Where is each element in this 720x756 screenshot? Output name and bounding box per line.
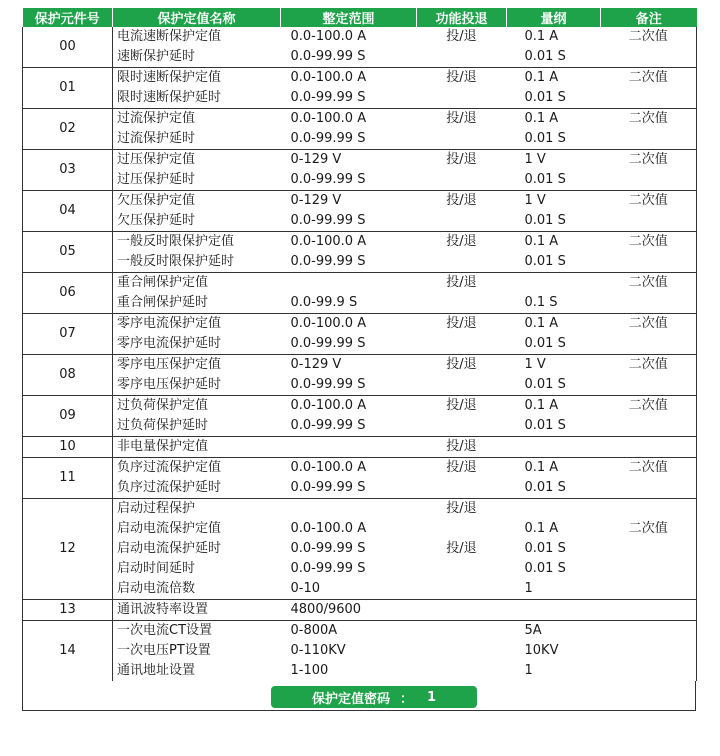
unit-cell: 1 V <box>507 355 601 376</box>
setting-range-cell: 0.0-100.0 A <box>290 29 367 44</box>
header-setting-range: 整定范围 <box>281 8 417 27</box>
setting-range-cell: 0.0-99.99 S <box>290 418 366 433</box>
table-row <box>23 47 697 68</box>
function-switch-cell <box>417 170 507 191</box>
setting-name-cell: 一次电压PT设置 <box>117 643 211 658</box>
function-switch-cell <box>417 375 507 396</box>
table-row <box>23 170 697 191</box>
setting-name-cell: 速断保护延时 <box>117 49 196 64</box>
header-function-switch: 功能投退 <box>417 8 507 27</box>
table-row <box>23 499 697 520</box>
setting-name-cell: 欠压保护延时 <box>117 213 196 228</box>
element-number-cell: 06 <box>23 273 113 314</box>
setting-range-cell: 4800/9600 <box>281 600 417 621</box>
setting-name-cell: 过负荷保护定值 <box>113 396 281 417</box>
unit-cell: 0.1 A <box>507 232 601 253</box>
remark-cell <box>601 334 697 355</box>
remark-cell: 二次值 <box>601 232 697 253</box>
remark-cell <box>601 621 697 642</box>
function-switch-cell <box>417 47 507 68</box>
function-switch-cell <box>417 88 507 109</box>
unit-cell: 0.1 A <box>507 109 601 130</box>
unit-cell: 0.01 S <box>524 90 566 105</box>
table-row <box>23 437 697 458</box>
setting-range-cell: 0-10 <box>290 581 321 596</box>
function-switch-cell: 投/退 <box>417 232 507 253</box>
table-row <box>23 129 697 150</box>
remark-cell <box>601 47 697 68</box>
unit-cell: 0.01 S <box>524 49 566 64</box>
table-row <box>23 211 697 232</box>
function-switch-cell <box>417 559 507 579</box>
remark-cell <box>601 293 697 314</box>
setting-range-cell: 0.0-99.99 S <box>290 131 366 146</box>
unit-cell <box>507 499 601 520</box>
setting-name-cell: 通讯波特率设置 <box>113 600 281 621</box>
unit-cell: 0.1 S <box>524 295 558 310</box>
setting-range-cell: 0-110KV <box>290 643 346 658</box>
remark-cell <box>601 641 697 661</box>
setting-range-cell: 0-129 V <box>281 150 417 171</box>
setting-name-cell: 零序电流保护定值 <box>113 314 281 335</box>
unit-cell: 1 <box>524 663 533 678</box>
unit-cell <box>507 273 601 294</box>
remark-cell <box>601 211 697 232</box>
setting-range-cell: 0-129 V <box>281 355 417 376</box>
setting-name-cell: 通讯地址设置 <box>117 663 196 678</box>
table-row <box>23 600 697 621</box>
function-switch-cell: 投/退 <box>417 314 507 335</box>
setting-range-cell: 0.0-100.0 A <box>281 109 417 130</box>
setting-range-cell: 0.0-100.0 A <box>281 232 417 253</box>
password-separator: ： <box>399 691 413 707</box>
function-switch-cell: 投/退 <box>446 29 477 44</box>
setting-range-cell: 0.0-99.99 S <box>290 541 366 556</box>
remark-cell <box>601 129 697 150</box>
password-value: 1 <box>426 689 437 705</box>
setting-name-cell: 一般反时限保护延时 <box>117 254 235 269</box>
element-number-cell: 02 <box>23 109 113 150</box>
unit-cell: 0.01 S <box>524 336 566 351</box>
setting-name-cell: 重合闸保护延时 <box>117 295 209 310</box>
element-number-cell: 14 <box>23 621 113 682</box>
function-switch-cell <box>417 252 507 273</box>
setting-name-cell: 限时速断保护定值 <box>113 68 281 89</box>
table-footer <box>22 681 696 711</box>
setting-range-cell: 0.0-100.0 A <box>281 396 417 417</box>
table-row <box>23 314 697 335</box>
table-header-row <box>23 8 697 27</box>
unit-cell: 0.01 S <box>524 377 566 392</box>
unit-cell: 0.1 A <box>507 396 601 417</box>
remark-cell: 二次值 <box>601 68 697 89</box>
table-row <box>23 252 697 273</box>
element-number-cell: 00 <box>23 27 113 68</box>
unit-cell: 1 V <box>507 191 601 212</box>
setting-name-cell: 启动电流保护定值 <box>117 521 222 536</box>
function-switch-cell <box>417 519 507 539</box>
remark-cell <box>601 375 697 396</box>
element-number-cell: 08 <box>23 355 113 396</box>
remark-cell: 二次值 <box>628 521 668 536</box>
setting-range-cell: 0.0-99.99 S <box>290 377 366 392</box>
function-switch-cell <box>417 334 507 355</box>
table-row <box>23 661 697 681</box>
table-row <box>23 621 697 642</box>
table-row <box>23 232 697 253</box>
setting-name-cell: 过负荷保护延时 <box>117 418 209 433</box>
remark-cell <box>601 437 697 458</box>
element-number-cell: 04 <box>23 191 113 232</box>
function-switch-cell: 投/退 <box>417 273 507 294</box>
element-number-cell: 10 <box>23 437 113 458</box>
setting-range-cell: 0.0-100.0 A <box>281 458 417 479</box>
setting-name-cell: 过压保护延时 <box>117 172 196 187</box>
table-row <box>23 27 697 47</box>
remark-cell: 二次值 <box>601 396 697 417</box>
setting-range-cell: 0.0-99.99 S <box>290 90 366 105</box>
table-row <box>23 68 697 89</box>
remark-cell <box>601 88 697 109</box>
table-row <box>23 519 697 539</box>
function-switch-cell <box>417 641 507 661</box>
remark-cell <box>601 478 697 499</box>
setting-range-cell: 0.0-100.0 A <box>290 521 367 536</box>
table-row <box>23 109 697 130</box>
table-row <box>23 273 697 294</box>
remark-cell: 二次值 <box>601 458 697 479</box>
element-number-cell: 07 <box>23 314 113 355</box>
setting-range-cell: 0.0-99.99 S <box>290 172 366 187</box>
unit-cell: 0.1 A <box>524 521 559 536</box>
remark-cell: 二次值 <box>601 314 697 335</box>
unit-cell: 0.1 A <box>524 29 559 44</box>
table-row <box>23 191 697 212</box>
unit-cell: 5A <box>507 621 601 642</box>
function-switch-cell <box>417 579 507 600</box>
setting-name-cell: 电流速断保护定值 <box>117 29 222 44</box>
unit-cell: 1 <box>524 581 533 596</box>
function-switch-cell <box>417 211 507 232</box>
setting-range-cell: 0-129 V <box>281 191 417 212</box>
setting-range-cell <box>281 437 417 458</box>
setting-range-cell: 0.0-99.9 S <box>290 295 358 310</box>
table-row <box>23 539 697 559</box>
remark-cell: 二次值 <box>628 29 668 44</box>
function-switch-cell: 投/退 <box>417 68 507 89</box>
password-label: 保护定值密码 <box>311 691 390 707</box>
setting-name-cell: 启动时间延时 <box>117 561 196 576</box>
setting-name-cell: 非电量保护定值 <box>113 437 281 458</box>
remark-cell: 二次值 <box>601 355 697 376</box>
setting-name-cell: 零序电压保护定值 <box>113 355 281 376</box>
table-row <box>23 150 697 171</box>
unit-cell: 0.01 S <box>524 172 566 187</box>
unit-cell: 0.01 S <box>524 480 566 495</box>
unit-cell: 10KV <box>524 643 559 658</box>
setting-range-cell: 0.0-99.99 S <box>290 254 366 269</box>
header-unit: 量纲 <box>507 8 601 27</box>
table-row <box>23 641 697 661</box>
unit-cell: 0.01 S <box>524 213 566 228</box>
setting-name-cell: 负序过流保护延时 <box>117 480 222 495</box>
settings-table-container <box>22 8 696 711</box>
table-row <box>23 88 697 109</box>
remark-cell <box>601 661 697 681</box>
remark-cell: 二次值 <box>601 150 697 171</box>
remark-cell <box>601 539 697 559</box>
setting-range-cell: 0.0-100.0 A <box>281 314 417 335</box>
element-number-cell: 03 <box>23 150 113 191</box>
setting-name-cell: 重合闸保护定值 <box>113 273 281 294</box>
setting-name-cell: 启动过程保护 <box>113 499 281 520</box>
setting-range-cell: 0.0-100.0 A <box>281 68 417 89</box>
function-switch-cell: 投/退 <box>417 458 507 479</box>
function-switch-cell <box>417 129 507 150</box>
remark-cell <box>601 252 697 273</box>
setting-range-cell: 0.0-99.99 S <box>290 49 366 64</box>
remark-cell: 二次值 <box>601 191 697 212</box>
function-switch-cell <box>417 661 507 681</box>
function-switch-cell <box>417 600 507 621</box>
function-switch-cell <box>417 416 507 437</box>
remark-cell <box>601 559 697 579</box>
setting-range-cell <box>281 499 417 520</box>
password-badge <box>271 686 477 708</box>
element-number-cell: 09 <box>23 396 113 437</box>
header-remark: 备注 <box>601 8 697 27</box>
function-switch-cell <box>417 478 507 499</box>
unit-cell: 0.01 S <box>524 254 566 269</box>
table-row <box>23 355 697 376</box>
setting-range-cell: 0.0-99.99 S <box>290 561 366 576</box>
setting-range-cell: 0.0-99.99 S <box>290 336 366 351</box>
setting-name-cell: 启动电流倍数 <box>117 581 196 596</box>
table-row <box>23 478 697 499</box>
unit-cell: 0.01 S <box>524 561 566 576</box>
unit-cell: 0.01 S <box>524 418 566 433</box>
setting-range-cell: 0-800A <box>281 621 417 642</box>
table-body <box>23 27 697 681</box>
remark-cell <box>601 579 697 600</box>
unit-cell: 0.1 A <box>507 68 601 89</box>
element-number-cell: 05 <box>23 232 113 273</box>
element-number-cell: 11 <box>23 458 113 499</box>
function-switch-cell: 投/退 <box>417 355 507 376</box>
unit-cell: 0.01 S <box>524 541 566 556</box>
setting-range-cell: 0.0-99.99 S <box>290 213 366 228</box>
setting-name-cell: 一般反时限保护定值 <box>113 232 281 253</box>
element-number-cell: 13 <box>23 600 113 621</box>
table-row <box>23 416 697 437</box>
unit-cell <box>507 600 601 621</box>
unit-cell: 0.01 S <box>524 131 566 146</box>
function-switch-cell: 投/退 <box>446 541 477 556</box>
setting-name-cell: 零序电流保护延时 <box>117 336 222 351</box>
remark-cell <box>601 416 697 437</box>
setting-name-cell: 限时速断保护延时 <box>117 90 222 105</box>
setting-name-cell: 一次电流CT设置 <box>113 621 281 642</box>
remark-cell: 二次值 <box>601 109 697 130</box>
function-switch-cell: 投/退 <box>417 437 507 458</box>
unit-cell: 0.1 A <box>507 458 601 479</box>
table-row <box>23 375 697 396</box>
unit-cell <box>507 437 601 458</box>
function-switch-cell: 投/退 <box>417 499 507 520</box>
function-switch-cell <box>417 621 507 642</box>
setting-range-cell <box>281 273 417 294</box>
setting-name-cell: 过流保护定值 <box>113 109 281 130</box>
setting-range-cell: 1-100 <box>290 663 329 678</box>
header-element-no: 保护元件号 <box>23 8 113 27</box>
remark-cell <box>601 170 697 191</box>
function-switch-cell: 投/退 <box>417 396 507 417</box>
table-row <box>23 396 697 417</box>
element-number-cell: 01 <box>23 68 113 109</box>
remark-cell <box>601 499 697 520</box>
unit-cell: 1 V <box>507 150 601 171</box>
element-number-cell: 12 <box>23 499 113 600</box>
function-switch-cell: 投/退 <box>417 191 507 212</box>
unit-cell: 0.1 A <box>507 314 601 335</box>
function-switch-cell: 投/退 <box>417 109 507 130</box>
function-switch-cell <box>417 293 507 314</box>
setting-name-cell: 过压保护定值 <box>113 150 281 171</box>
remark-cell: 二次值 <box>601 273 697 294</box>
table-row <box>23 559 697 579</box>
setting-name-cell: 过流保护延时 <box>117 131 196 146</box>
remark-cell <box>601 600 697 621</box>
setting-range-cell: 0.0-99.99 S <box>290 480 366 495</box>
setting-name-cell: 欠压保护定值 <box>113 191 281 212</box>
function-switch-cell: 投/退 <box>417 150 507 171</box>
setting-name-cell: 负序过流保护定值 <box>113 458 281 479</box>
table-row <box>23 458 697 479</box>
setting-name-cell: 启动电流保护延时 <box>117 541 222 556</box>
setting-name-cell: 零序电压保护延时 <box>117 377 222 392</box>
table-row <box>23 334 697 355</box>
table-row <box>23 579 697 600</box>
table-row <box>23 293 697 314</box>
header-setting-name: 保护定值名称 <box>113 8 281 27</box>
protection-settings-table <box>22 8 697 681</box>
